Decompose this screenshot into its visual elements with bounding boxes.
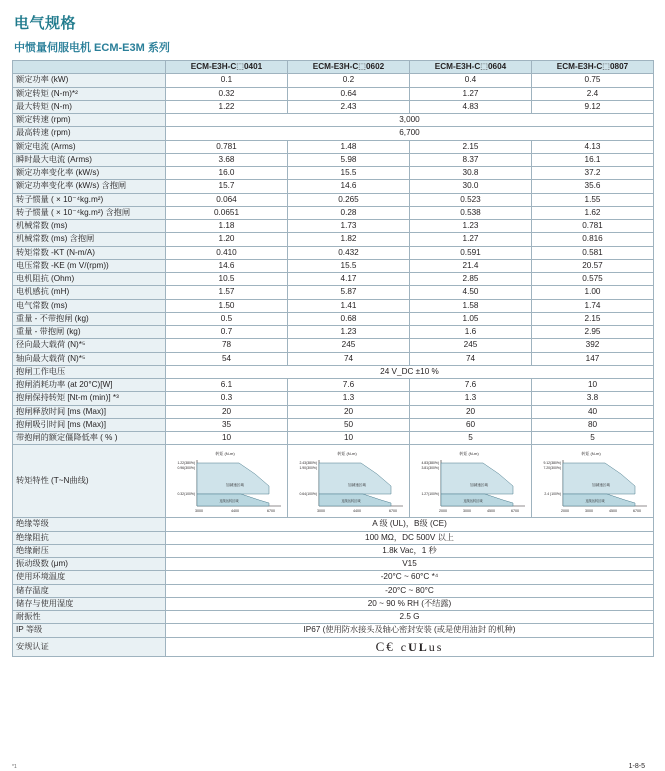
- table-row: [13, 518, 654, 531]
- row-value: 16.1: [532, 153, 654, 166]
- row-value: 1.41: [288, 299, 410, 312]
- row-label: 重量 - 带抱闸 (kg): [13, 326, 166, 339]
- table-row: [13, 571, 654, 584]
- svg-text:连续运转区域: 连续运转区域: [463, 499, 483, 504]
- row-label: 电机阻抗 (Ohm): [13, 273, 166, 286]
- row-value: 15.5: [288, 259, 410, 272]
- table-row: [13, 193, 654, 206]
- svg-text:3000: 3000: [463, 509, 471, 514]
- table-row: [13, 558, 654, 571]
- table-row: [13, 286, 654, 299]
- torque-characteristic-row: [13, 445, 654, 518]
- row-label: 机械常数 (ms) 含抱闸: [13, 233, 166, 246]
- row-value-merged: 24 V_DC ±10 %: [166, 365, 654, 378]
- row-label: 电压常数 -KE (m V/(rpm)): [13, 259, 166, 272]
- row-label: 抱闸释放时间 [ms (Max)]: [13, 405, 166, 418]
- row-value: 0.7: [166, 326, 288, 339]
- table-row: [13, 611, 654, 624]
- table-row: [13, 432, 654, 445]
- svg-text:连续运转区域: 连续运转区域: [585, 499, 605, 504]
- row-value: 392: [532, 339, 654, 352]
- row-label: 额定转矩 (N-m)*²: [13, 87, 166, 100]
- table-row: [13, 153, 654, 166]
- row-label: 轴向最大载荷 (N)*⁵: [13, 352, 166, 365]
- table-row: [13, 127, 654, 140]
- torque-chart-cell: [410, 445, 532, 518]
- page-footer: [0, 757, 665, 771]
- svg-text:3000: 3000: [195, 509, 203, 514]
- svg-text:0.64(100%): 0.64(100%): [299, 492, 317, 497]
- svg-text:6700: 6700: [267, 509, 275, 514]
- row-value: 0.75: [532, 74, 654, 87]
- svg-text:4400: 4400: [353, 509, 361, 514]
- row-label: 最高转速 (rpm): [13, 127, 166, 140]
- table-row: [13, 392, 654, 405]
- page-number: 1-8-5: [628, 763, 645, 770]
- svg-text:4500: 4500: [609, 509, 617, 514]
- row-label: 储存温度: [13, 584, 166, 597]
- row-label: 绝缘阻抗: [13, 531, 166, 544]
- svg-text:2000: 2000: [439, 509, 447, 514]
- row-value: 35: [166, 418, 288, 431]
- table-row: [13, 405, 654, 418]
- row-value: 4.50: [410, 286, 532, 299]
- svg-text:2.4 (100%): 2.4 (100%): [544, 492, 561, 497]
- row-value: 245: [288, 339, 410, 352]
- table-row: [13, 233, 654, 246]
- svg-text:加减速区域: 加减速区域: [226, 483, 244, 488]
- row-value: 1.55: [532, 193, 654, 206]
- table-row: [13, 140, 654, 153]
- row-label: IP 等级: [13, 624, 166, 637]
- row-value: 5.98: [288, 153, 410, 166]
- table-row: [13, 87, 654, 100]
- row-value: 0.1: [166, 74, 288, 87]
- row-label: 抱闸吸引时间 [ms (Max)]: [13, 418, 166, 431]
- row-value: 0.3: [166, 392, 288, 405]
- torque-chart-cell: [166, 445, 288, 518]
- row-value-merged: 1.8k Vac，1 秒: [166, 544, 654, 557]
- row-value: 8.37: [410, 153, 532, 166]
- row-label: 额定功率 (kW): [13, 74, 166, 87]
- row-value-merged: -20°C ~ 60°C *⁴: [166, 571, 654, 584]
- header-cell-model-4: ECM-E3H-C⬚0807: [532, 61, 654, 74]
- row-value: 1.48: [288, 140, 410, 153]
- row-value: 1.62: [532, 206, 654, 219]
- table-row: [13, 365, 654, 378]
- row-value: 4.83: [410, 100, 532, 113]
- row-label: 电机感抗 (mH): [13, 286, 166, 299]
- row-value-merged: 3,000: [166, 114, 654, 127]
- svg-text:连续运转区域: 连续运转区域: [219, 499, 239, 504]
- table-row: [13, 100, 654, 113]
- row-label: 耐振性: [13, 611, 166, 624]
- table-row: [13, 167, 654, 180]
- row-value-merged: IP67 (使用防水接头及轴心密封安装 (或是使用油封 的机种): [166, 624, 654, 637]
- row-value: 20: [288, 405, 410, 418]
- table-row: [13, 206, 654, 219]
- row-value: 20.57: [532, 259, 654, 272]
- row-value: 20: [410, 405, 532, 418]
- row-value: 1.27: [410, 87, 532, 100]
- torque-chart-cell: [532, 445, 654, 518]
- table-row: [13, 180, 654, 193]
- row-value: 2.43: [288, 100, 410, 113]
- row-value: 3.8: [532, 392, 654, 405]
- row-value: 1.73: [288, 220, 410, 233]
- row-value: 0.523: [410, 193, 532, 206]
- row-value-merged: A 级 (UL)，B级 (CE): [166, 518, 654, 531]
- row-value-merged: 6,700: [166, 127, 654, 140]
- row-value: 9.12: [532, 100, 654, 113]
- row-value: 50: [288, 418, 410, 431]
- svg-text:6700: 6700: [633, 509, 641, 514]
- svg-text:4.83(380%): 4.83(380%): [421, 461, 439, 466]
- row-label: 额定功率变化率 (kW/s): [13, 167, 166, 180]
- row-value: 15.5: [288, 167, 410, 180]
- table-header-row: [13, 61, 654, 74]
- table-row: [13, 379, 654, 392]
- spec-table: [12, 60, 654, 657]
- row-value: 1.20: [166, 233, 288, 246]
- row-value: 7.6: [410, 379, 532, 392]
- row-label: 额定电流 (Arms): [13, 140, 166, 153]
- row-value-merged: [166, 637, 654, 656]
- table-row: [13, 114, 654, 127]
- row-value: 1.6: [410, 326, 532, 339]
- row-label: 使用环境温度: [13, 571, 166, 584]
- row-label: 瞬时最大电流 (Arms): [13, 153, 166, 166]
- row-value: 40: [532, 405, 654, 418]
- row-value: 1.50: [166, 299, 288, 312]
- page-subtitle: 中惯量伺服电机 ECM-E3M 系列: [14, 42, 170, 54]
- row-value: 37.2: [532, 167, 654, 180]
- row-value-merged: V15: [166, 558, 654, 571]
- row-value: 0.575: [532, 273, 654, 286]
- table-row: [13, 597, 654, 610]
- row-label: 机械常数 (ms): [13, 220, 166, 233]
- row-value: 14.6: [166, 259, 288, 272]
- table-row: [13, 418, 654, 431]
- row-value: 21.4: [410, 259, 532, 272]
- svg-text:4500: 4500: [487, 509, 495, 514]
- header-cell-blank: [13, 61, 166, 74]
- row-value: 78: [166, 339, 288, 352]
- row-label: 抱闸工作电压: [13, 365, 166, 378]
- table-row: [13, 584, 654, 597]
- row-value: 0.816: [532, 233, 654, 246]
- row-value: 74: [288, 352, 410, 365]
- row-value-merged: -20°C ~ 80°C: [166, 584, 654, 597]
- row-value: 74: [410, 352, 532, 365]
- row-value: 10: [166, 432, 288, 445]
- row-value: 0.0651: [166, 206, 288, 219]
- row-value: 0.538: [410, 206, 532, 219]
- table-row: [13, 273, 654, 286]
- torque-curve-chart: [169, 446, 284, 516]
- row-value: 5.87: [288, 286, 410, 299]
- svg-text:转矩 (N-m): 转矩 (N-m): [581, 451, 601, 457]
- table-row: [13, 220, 654, 233]
- table-row: [13, 312, 654, 325]
- table-row: [13, 259, 654, 272]
- row-value: 147: [532, 352, 654, 365]
- svg-text:1.27(100%): 1.27(100%): [421, 492, 439, 497]
- svg-text:4400: 4400: [231, 509, 239, 514]
- row-label: 电气常数 (ms): [13, 299, 166, 312]
- table-row: [13, 339, 654, 352]
- row-value: 14.6: [288, 180, 410, 193]
- torque-characteristic-label: 转矩特性 (T~N曲线): [13, 445, 166, 518]
- row-value: 30.0: [410, 180, 532, 193]
- svg-text:7.20(300%): 7.20(300%): [543, 466, 561, 471]
- row-value: 0.581: [532, 246, 654, 259]
- table-row: [13, 544, 654, 557]
- table-row: [13, 74, 654, 87]
- svg-text:连续运转区域: 连续运转区域: [341, 499, 361, 504]
- row-label: 安规认证: [13, 637, 166, 656]
- row-value: 10.5: [166, 273, 288, 286]
- page-title: 电气规格: [14, 15, 77, 32]
- row-value: 80: [532, 418, 654, 431]
- row-value: 0.781: [166, 140, 288, 153]
- row-value: 2.4: [532, 87, 654, 100]
- row-label: 重量 - 不带抱闸 (kg): [13, 312, 166, 325]
- row-value: 1.00: [532, 286, 654, 299]
- row-value-merged: 20 ~ 90 % RH (不结露): [166, 597, 654, 610]
- row-value: 10: [288, 432, 410, 445]
- row-value: 0.64: [288, 87, 410, 100]
- row-value: 10: [532, 379, 654, 392]
- row-label: 绝缘耐压: [13, 544, 166, 557]
- table-row: [13, 637, 654, 656]
- row-value: 4.13: [532, 140, 654, 153]
- row-label: 额定转速 (rpm): [13, 114, 166, 127]
- row-label: 额定功率变化率 (kW/s) 含抱闸: [13, 180, 166, 193]
- row-value: 5: [410, 432, 532, 445]
- row-value: 7.6: [288, 379, 410, 392]
- table-row: [13, 624, 654, 637]
- svg-text:加减速区域: 加减速区域: [592, 483, 610, 488]
- svg-text:2000: 2000: [561, 509, 569, 514]
- svg-text:转矩 (N-m): 转矩 (N-m): [459, 451, 479, 457]
- svg-text:3000: 3000: [585, 509, 593, 514]
- svg-text:0.32(100%): 0.32(100%): [177, 492, 195, 497]
- row-value: 1.74: [532, 299, 654, 312]
- row-value: 245: [410, 339, 532, 352]
- row-value: 1.22: [166, 100, 288, 113]
- row-value: 0.410: [166, 246, 288, 259]
- torque-curve-chart: [535, 446, 650, 516]
- row-value: 6.1: [166, 379, 288, 392]
- svg-text:加减速区域: 加减速区域: [348, 483, 366, 488]
- header-cell-model-3: ECM-E3H-C⬚0604: [410, 61, 532, 74]
- row-label: 转子惯量 ( × 10⁻⁴kg.m²) 含抱闸: [13, 206, 166, 219]
- svg-text:3000: 3000: [317, 509, 325, 514]
- row-value: 0.781: [532, 220, 654, 233]
- svg-text:2.43(380%): 2.43(380%): [299, 461, 317, 466]
- row-label: 径向最大载荷 (N)*⁵: [13, 339, 166, 352]
- row-label: 绝缘等级: [13, 518, 166, 531]
- ul-mark-icon: cULus: [400, 639, 444, 654]
- row-value: 60: [410, 418, 532, 431]
- row-value: 0.2: [288, 74, 410, 87]
- row-value: 15.7: [166, 180, 288, 193]
- torque-curve-chart: [413, 446, 528, 516]
- row-value: 0.28: [288, 206, 410, 219]
- torque-chart-cell: [288, 445, 410, 518]
- footnote: *1: [12, 764, 17, 770]
- row-value: 1.23: [288, 326, 410, 339]
- header-cell-model-1: ECM-E3H-C⬚0401: [166, 61, 288, 74]
- torque-curve-chart: [291, 446, 406, 516]
- row-value: 1.05: [410, 312, 532, 325]
- row-value: 3.68: [166, 153, 288, 166]
- table-row: [13, 326, 654, 339]
- row-value: 0.68: [288, 312, 410, 325]
- ce-mark-icon: C€: [375, 638, 395, 654]
- row-value-merged: 100 MΩ，DC 500V 以上: [166, 531, 654, 544]
- row-value: 1.18: [166, 220, 288, 233]
- table-row: [13, 352, 654, 365]
- row-value: 0.5: [166, 312, 288, 325]
- header-cell-model-2: ECM-E3H-C⬚0602: [288, 61, 410, 74]
- row-value: 2.15: [532, 312, 654, 325]
- row-value: 0.4: [410, 74, 532, 87]
- row-value: 1.23: [410, 220, 532, 233]
- row-value: 5: [532, 432, 654, 445]
- svg-text:0.96(300%): 0.96(300%): [177, 466, 195, 471]
- row-value: 0.591: [410, 246, 532, 259]
- row-value: 0.32: [166, 87, 288, 100]
- row-label: 最大转矩 (N-m): [13, 100, 166, 113]
- svg-text:1.22(380%): 1.22(380%): [177, 461, 195, 466]
- row-value: 1.58: [410, 299, 532, 312]
- svg-text:3.81(300%): 3.81(300%): [421, 466, 439, 471]
- svg-text:转矩 (N-m): 转矩 (N-m): [215, 451, 235, 457]
- row-value: 2.15: [410, 140, 532, 153]
- row-label: 抱闸保持转矩 [Nt-m (min)] *³: [13, 392, 166, 405]
- svg-text:6700: 6700: [511, 509, 519, 514]
- svg-text:转矩 (N-m): 转矩 (N-m): [337, 451, 357, 457]
- table-row: [13, 299, 654, 312]
- row-label: 转子惯量 ( × 10⁻⁴kg.m²): [13, 193, 166, 206]
- row-value: 1.27: [410, 233, 532, 246]
- row-value: 35.6: [532, 180, 654, 193]
- row-value-merged: 2.5 G: [166, 611, 654, 624]
- row-label: 振动级数 (μm): [13, 558, 166, 571]
- row-label: 带抱闸的额定僵降低率 ( % ): [13, 432, 166, 445]
- row-value: 2.95: [532, 326, 654, 339]
- row-label: 抱闸消耗功率 (at 20°C)[W]: [13, 379, 166, 392]
- row-value: 1.82: [288, 233, 410, 246]
- svg-text:9.12(380%): 9.12(380%): [543, 461, 561, 466]
- row-value: 1.3: [288, 392, 410, 405]
- row-value: 4.17: [288, 273, 410, 286]
- row-value: 0.064: [166, 193, 288, 206]
- row-value: 54: [166, 352, 288, 365]
- row-value: 0.432: [288, 246, 410, 259]
- row-value: 1.57: [166, 286, 288, 299]
- row-value: 16.0: [166, 167, 288, 180]
- row-value: 0.265: [288, 193, 410, 206]
- svg-text:1.90(300%): 1.90(300%): [299, 466, 317, 471]
- row-label: 储存与使用湿度: [13, 597, 166, 610]
- row-value: 2.85: [410, 273, 532, 286]
- svg-text:6700: 6700: [389, 509, 397, 514]
- svg-text:加减速区域: 加减速区域: [470, 483, 488, 488]
- row-value: 20: [166, 405, 288, 418]
- table-row: [13, 531, 654, 544]
- row-value: 1.3: [410, 392, 532, 405]
- table-row: [13, 246, 654, 259]
- row-value: 30.8: [410, 167, 532, 180]
- row-label: 转矩常数 -KT (N-m/A): [13, 246, 166, 259]
